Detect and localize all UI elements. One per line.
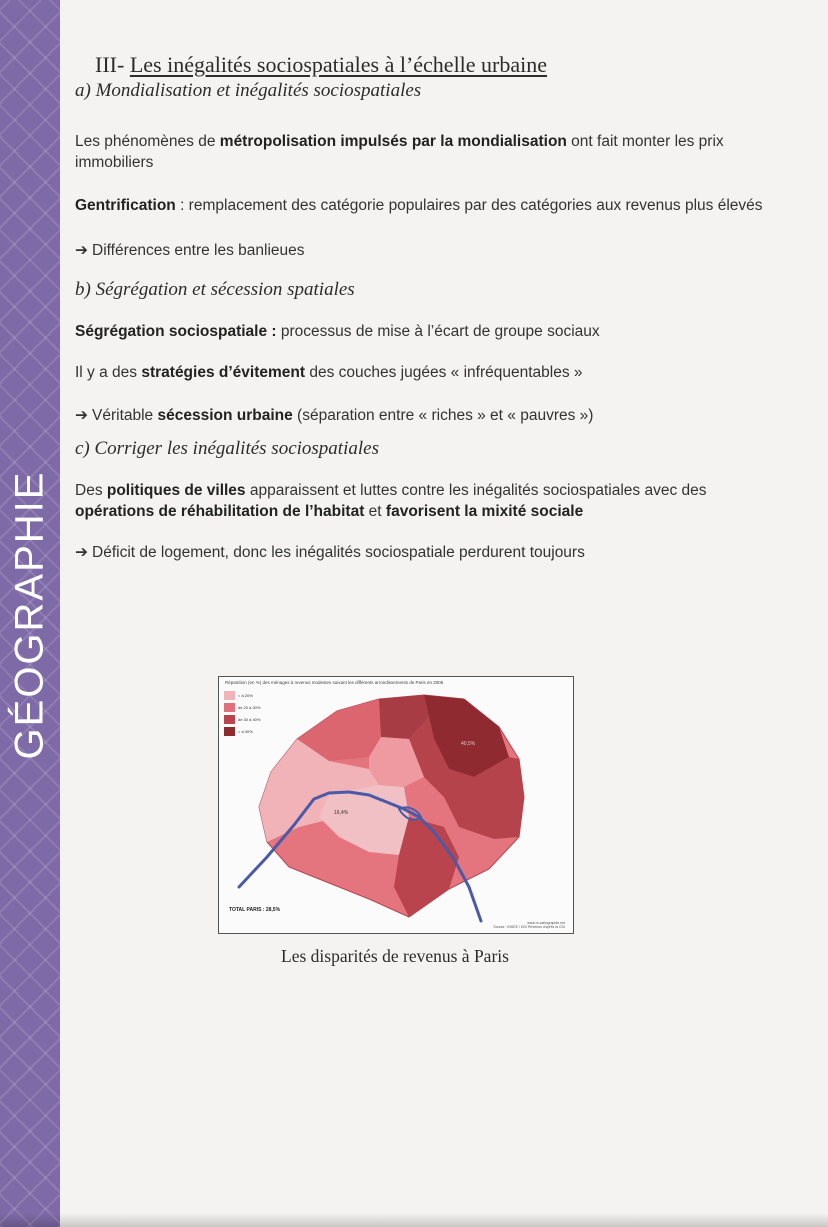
arrow-icon: ➔ bbox=[75, 242, 88, 259]
page-content bbox=[75, 52, 790, 563]
source-line: www.m-cartographie.net bbox=[527, 921, 565, 925]
section-title-text: Les inégalités sociospatiales à l’échelle urbaine bbox=[129, 52, 548, 77]
paragraph-banlieues: ➔ Différences entre les banlieues bbox=[75, 242, 305, 259]
section-number: III- bbox=[95, 52, 125, 77]
map-legend-caption: Répartition (en %) des ménages à revenus modestes suivant les différents arrondissements de Paris en 2005 bbox=[225, 680, 444, 685]
paragraph-deficit: ➔ Déficit de logement, donc les inégalités sociospatiale perdurent toujours bbox=[75, 544, 585, 561]
map-source bbox=[493, 921, 565, 929]
subject-label: GÉOGRAPHIE bbox=[7, 470, 52, 760]
source-line: Source : INSEE / DGI Revenus d’après la CDI bbox=[493, 925, 565, 929]
paragraph-segregation: Ségrégation sociospatiale : processus de mise à l’écart de groupe sociaux bbox=[75, 323, 600, 340]
paragraph-gentrification: Gentrification : remplacement des catégorie populaires par des catégories aux revenus plus élevés bbox=[75, 197, 763, 214]
legend-label: de 20 à 30% bbox=[238, 704, 261, 710]
legend-label: de 30 à 40% bbox=[238, 716, 261, 722]
section-title bbox=[95, 52, 790, 78]
subheading-a: a) Mondialisation et inégalités sociospatiales bbox=[75, 80, 422, 101]
paragraph-evitement: Il y a des stratégies d’évitement des couches jugées « infréquentables » bbox=[75, 364, 583, 381]
subheading-c: c) Corriger les inégalités sociospatiales bbox=[75, 438, 379, 459]
paragraph-secession: ➔ Véritable sécession urbaine (séparation entre « riches » et « pauvres ») bbox=[75, 407, 594, 424]
subheading-b: b) Ségrégation et sécession spatiales bbox=[75, 279, 355, 300]
map-label-centre: 16,4% bbox=[334, 810, 349, 816]
figure-caption: Les disparités de revenus à Paris bbox=[281, 946, 509, 966]
paragraph-metropolisation: Les phénomènes de métropolisation impulsés par la mondialisation ont fait monter les prix immobiliers bbox=[75, 133, 724, 171]
sidebar-band bbox=[0, 0, 60, 1227]
legend-label: > à 40% bbox=[238, 728, 253, 734]
legend-label: < à 20% bbox=[238, 692, 253, 698]
page-bottom-shadow bbox=[0, 1213, 828, 1227]
arrow-icon: ➔ bbox=[75, 544, 88, 561]
paragraph-politiques: Des politiques de villes apparaissent et luttes contre les inégalités sociospatiales avec des opérations de réhabilitation de l’habitat et favorisent la mixité sociale bbox=[75, 482, 707, 520]
map-svg bbox=[219, 677, 573, 933]
paris-income-map bbox=[218, 676, 574, 934]
map-total-label: TOTAL PARIS : 28,5% bbox=[229, 907, 281, 913]
map-label-northeast: 40,5% bbox=[461, 741, 476, 747]
arrow-icon: ➔ bbox=[75, 407, 88, 424]
